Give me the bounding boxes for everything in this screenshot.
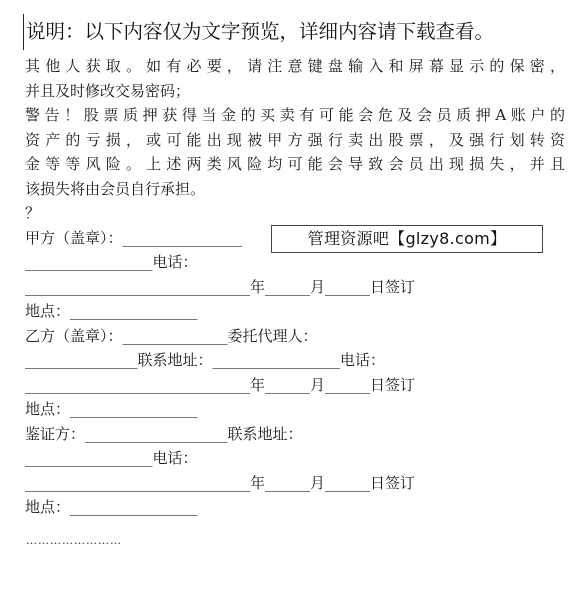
document-body xyxy=(25,54,565,520)
party-a-phone-line: _________________电话： xyxy=(25,253,198,271)
witness-date-line: ______________________________年______月______日签订 xyxy=(25,473,416,492)
witness-location-line: 地点：_________________ xyxy=(25,498,198,516)
party-b-location-line: 地点：_________________ xyxy=(25,400,198,418)
party-a-location-line: 地点：_________________ xyxy=(25,302,198,320)
party-a-line: 甲方（盖章）：________________ xyxy=(25,228,243,247)
watermark-banner: 管理资源吧【glzy8.com】 xyxy=(271,225,543,253)
witness-line: 鉴证方：___________________联系地址： xyxy=(25,424,303,443)
text-line: 该损失将由会员自行承担。 xyxy=(25,179,206,198)
preview-notice: 说明：以下内容仅为文字预览，详细内容请下载查看。 xyxy=(23,14,571,50)
text-line: 金等等风险。上述两类风险均可能会导致会员出现损失，并且 xyxy=(25,155,565,173)
party-a-date-line: ______________________________年______月______日签订 xyxy=(25,277,416,296)
witness-phone-line: _________________电话： xyxy=(25,449,198,467)
text-line: 警告！股票质押获得当金的买卖有可能会危及会员质押A账户的 xyxy=(25,106,565,124)
party-b-date-line: ______________________________年______月______日签订 xyxy=(25,375,416,394)
party-b-contact-line: _______________联系地址：_________________电话： xyxy=(25,351,386,369)
party-b-line: 乙方（盖章）：______________委托代理人： xyxy=(25,326,318,345)
text-line: 资产的亏损，或可能出现被甲方强行卖出股票，及强行划转资 xyxy=(25,130,565,149)
text-line: ？ xyxy=(25,204,41,222)
text-line: 其他人获取。如有必要，请注意键盘输入和屏幕显示的保密， xyxy=(25,57,565,75)
text-line: 并且及时修改交易密码； xyxy=(25,81,191,100)
ellipsis-divider: …………………… xyxy=(26,534,122,547)
